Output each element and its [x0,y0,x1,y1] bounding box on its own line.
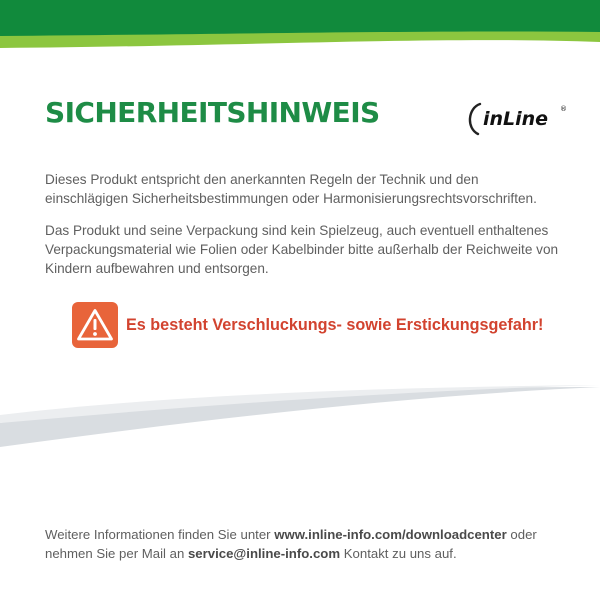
warning-text: Es besteht Verschluckungs- sowie Erstickungsgefahr! [126,315,544,334]
page-title: SICHERHEITSHINWEIS [45,96,380,129]
download-center-link[interactable]: www.inline-info.com/downloadcenter [274,527,507,542]
footer-text-3: Kontakt zu uns auf. [340,546,457,561]
logo-trademark: ® [560,105,567,113]
warning-triangle-icon [72,302,118,348]
footer-text-1: Weitere Informationen finden Sie unter [45,527,275,542]
choking-warning [72,302,543,348]
top-green-band [0,0,600,60]
paragraph-not-a-toy: Das Produkt und seine Verpackung sind kein Spielzeug, auch eventuell enthaltenes Verpackungsmaterial wie Folien oder Kabelbinder bitte außerhalb der Reichweite von Kindern aufbewahren und entsorgen. [45,223,559,276]
footer-text-2: oder nehmen Sie per Mail an [45,527,537,561]
logo-text: inLine [483,108,549,130]
decorative-wave [0,385,600,460]
paragraph-conformity: Dieses Produkt entspricht den anerkannten Regeln der Technik und den einschlägigen Sicherheitsbestimmungen oder Harmonisierungsrechtsvorschriften. [45,172,537,206]
service-email-link[interactable]: service@inline-info.com [187,546,341,561]
inline-logo [466,98,566,138]
footer-info [45,525,565,563]
